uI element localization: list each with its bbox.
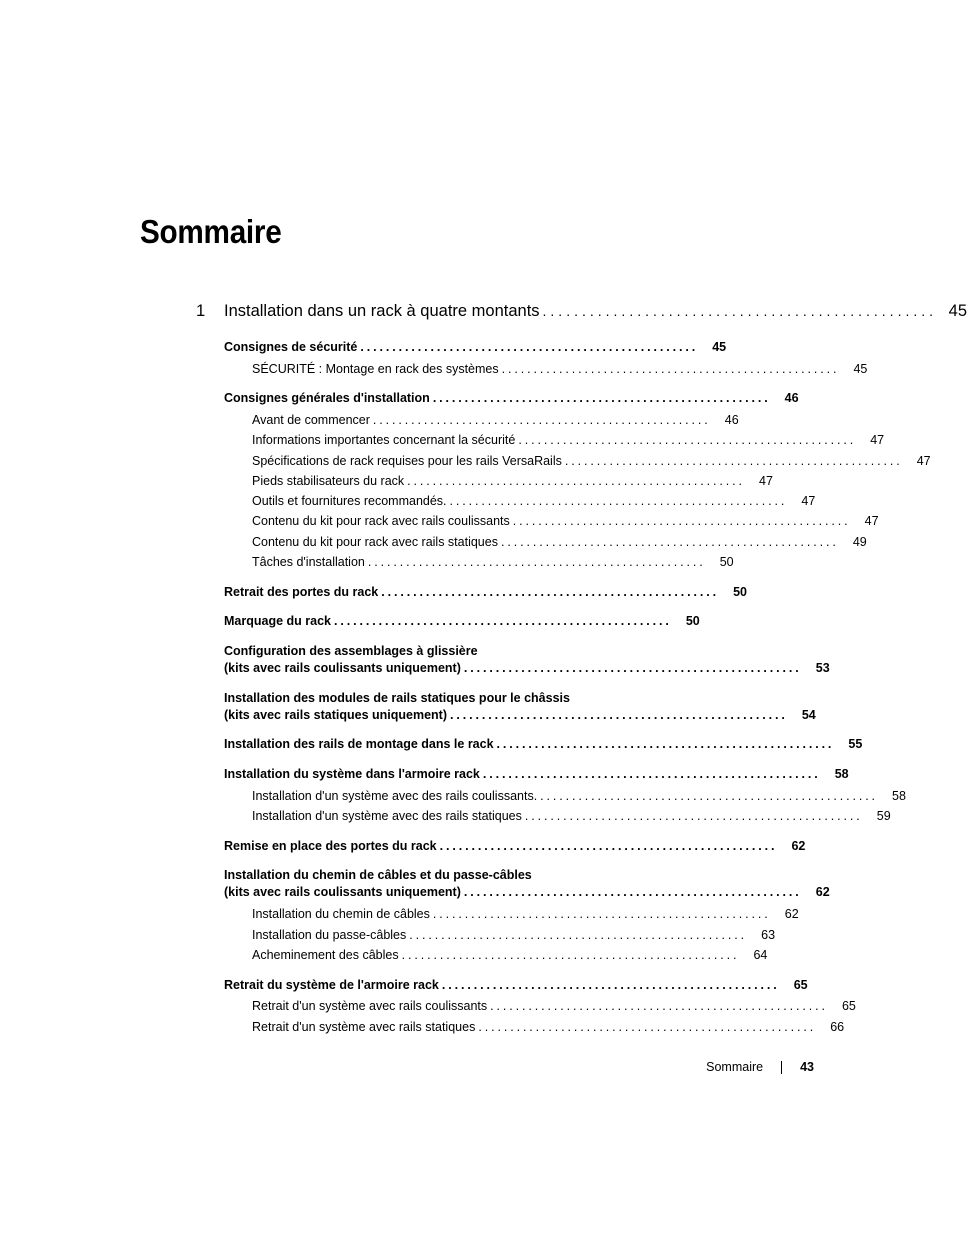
page-footer <box>706 1060 814 1074</box>
dot-leader: ..................................................... <box>441 978 780 992</box>
toc-page-number: 50 <box>733 585 747 599</box>
dot-leader: ..................................................... <box>496 737 835 751</box>
toc-entry-title: Avant de commencer <box>252 413 370 427</box>
dot-leader: ..................................................... <box>490 999 828 1013</box>
toc-section-entry[interactable] <box>224 389 799 407</box>
toc-section-entry[interactable] <box>224 583 747 601</box>
dot-leader: ..................................................... <box>482 767 821 781</box>
toc-section-entry[interactable] <box>224 659 830 677</box>
dot-leader: ..................................................... <box>360 340 699 354</box>
toc-entry-title: Installation des rails de montage dans le rack <box>224 737 494 751</box>
toc-subsection-entry[interactable] <box>252 997 856 1015</box>
toc-subsection-entry[interactable] <box>252 787 906 805</box>
toc-page-number: 46 <box>784 391 799 405</box>
toc-subsection-entry[interactable] <box>252 411 739 429</box>
toc-subsection-entry[interactable] <box>252 553 734 571</box>
toc-entry-title: Installation d'un système avec des rails statiques <box>252 809 522 823</box>
toc-entry-title: Installation d'un système avec des rails coulissants. <box>252 789 538 803</box>
dot-leader: ..................................................... <box>524 809 863 823</box>
toc-page-number: 50 <box>719 555 734 569</box>
toc-subsection-entry[interactable] <box>252 807 891 825</box>
toc-page-number: 47 <box>864 514 879 528</box>
toc-entry-title: Retrait du système de l'armoire rack <box>224 978 439 992</box>
toc-entry-title: SÉCURITÉ : Montage en rack des systèmes <box>252 362 499 376</box>
toc-entry-title-line1: Installation du chemin de câbles et du passe-câbles <box>224 868 532 882</box>
toc-page-number: 62 <box>784 907 799 921</box>
dot-leader: ..................................................... <box>439 839 778 853</box>
dot-leader: ..................................................... <box>432 391 771 405</box>
toc-entry-title: Consignes générales d'installation <box>224 391 430 405</box>
toc-page-number: 65 <box>841 999 856 1013</box>
page-title: Sommaire <box>140 213 282 250</box>
toc-entry-title: Spécifications de rack requises pour les rails VersaRails <box>252 454 562 468</box>
toc-page-number: 46 <box>724 413 739 427</box>
toc-entry-line1 <box>224 689 685 707</box>
toc-page-number: 62 <box>791 839 806 853</box>
toc-page-number: 55 <box>848 737 863 751</box>
toc-entry-title: Retrait des portes du rack <box>224 585 379 599</box>
dot-leader: ..................................................... <box>518 433 857 447</box>
toc-page-number: 47 <box>759 474 773 488</box>
toc-subsection-entry[interactable] <box>252 492 816 510</box>
toc-section-entry[interactable] <box>224 706 816 724</box>
dot-leader: ..................................................... <box>463 885 802 899</box>
toc-subsection-entry[interactable] <box>252 926 776 944</box>
toc-entry-title: Marquage du rack <box>224 614 331 628</box>
toc-page-number: 47 <box>916 454 931 468</box>
toc-subsection-entry[interactable] <box>252 946 768 964</box>
toc-section-entry[interactable] <box>224 612 700 630</box>
dot-leader: ..................................................... <box>463 661 802 675</box>
toc-subsection-entry[interactable] <box>252 905 799 923</box>
dot-leader: ..................................................... <box>540 789 878 803</box>
toc-entry-title: Installation du chemin de câbles <box>252 907 430 921</box>
toc-page-number: 58 <box>892 789 906 803</box>
toc-section-entry[interactable] <box>224 735 863 753</box>
toc-entry-title: Outils et fournitures recommandés. <box>252 494 447 508</box>
chapter-page-number: 45 <box>948 302 967 320</box>
toc-entry-line1 <box>224 866 685 884</box>
dot-leader: ..................................................... <box>564 454 903 468</box>
toc-page-number: 53 <box>815 661 830 675</box>
toc-subsection-entry[interactable] <box>252 360 868 378</box>
toc-entry-title: Installation du passe-câbles <box>252 928 407 942</box>
toc-section-entry[interactable] <box>224 976 808 994</box>
dot-leader: ..................................................... <box>407 474 745 488</box>
toc-entry-title: Informations importantes concernant la sécurité <box>252 433 516 447</box>
dot-leader: ..................................................... <box>500 535 839 549</box>
toc-page-number: 65 <box>793 978 808 992</box>
dot-leader: ..................................................... <box>401 948 740 962</box>
toc-page-number: 50 <box>685 614 700 628</box>
toc-page-number: 47 <box>801 494 816 508</box>
toc-entry-title: Contenu du kit pour rack avec rails coulissants <box>252 514 510 528</box>
toc-page-number: 58 <box>834 767 849 781</box>
footer-label: Sommaire <box>706 1060 764 1074</box>
toc-page-number: 49 <box>852 535 867 549</box>
toc-entry-title: (kits avec rails coulissants uniquement) <box>224 885 461 899</box>
toc-entry-title: Retrait d'un système avec rails statiques <box>252 1020 476 1034</box>
dot-leader: ..................................................... <box>372 413 711 427</box>
toc-entry-title: Retrait d'un système avec rails coulissants <box>252 999 488 1013</box>
toc-entry-title: Tâches d'installation <box>252 555 365 569</box>
toc-section-entry[interactable] <box>224 837 806 855</box>
toc-subsection-entry[interactable] <box>252 1018 845 1036</box>
toc-chapter-entry[interactable] <box>196 302 967 326</box>
toc-page-number: 47 <box>870 433 885 447</box>
toc-entry-title: (kits avec rails coulissants uniquement) <box>224 661 461 675</box>
toc-section-entry[interactable] <box>224 765 849 783</box>
toc-entry-title: Remise en place des portes du rack <box>224 839 437 853</box>
dot-leader: ..................................................... <box>478 1020 817 1034</box>
toc-entry-title: (kits avec rails statiques uniquement) <box>224 708 447 722</box>
toc-subsection-entry[interactable] <box>252 533 867 551</box>
toc-page-number: 54 <box>801 708 816 722</box>
dot-leader: ..................................................... <box>409 928 748 942</box>
toc-entry-title: Pieds stabilisateurs du rack <box>252 474 405 488</box>
toc-page-number: 64 <box>753 948 768 962</box>
dot-leader: ..................................................... <box>432 907 771 921</box>
toc-entry-title-line1: Configuration des assemblages à glissière <box>224 644 478 658</box>
toc-entry-title: Installation du système dans l'armoire rack <box>224 767 480 781</box>
dot-leader: ..................................................... <box>381 585 719 599</box>
dot-leader: ..................................................... <box>449 494 788 508</box>
dot-leader: .................................................. <box>542 303 938 319</box>
toc-section-entry[interactable] <box>224 338 727 356</box>
footer-page-number: 43 <box>800 1060 814 1074</box>
toc-entry-title: Acheminement des câbles <box>252 948 399 962</box>
toc-subsection-entry[interactable] <box>252 452 931 470</box>
toc-entry-title: Contenu du kit pour rack avec rails statiques <box>252 535 498 549</box>
dot-leader: ..................................................... <box>367 555 706 569</box>
footer-divider <box>781 1061 782 1074</box>
chapter-number: 1 <box>196 302 206 320</box>
toc-subsection-entry[interactable] <box>252 512 879 530</box>
toc-subsection-entry[interactable] <box>252 431 885 449</box>
toc-page-number: 63 <box>761 928 776 942</box>
toc-section-entry[interactable] <box>224 883 830 901</box>
toc-page-number: 45 <box>712 340 727 354</box>
toc-entry-title: Consignes de sécurité <box>224 340 358 354</box>
toc-page-number: 62 <box>815 885 830 899</box>
toc-subsection-entry[interactable] <box>252 472 773 490</box>
chapter-title: Installation dans un rack à quatre montants <box>224 302 540 320</box>
toc-entry-line1 <box>224 642 685 660</box>
dot-leader: ..................................................... <box>450 708 788 722</box>
dot-leader: ..................................................... <box>501 362 840 376</box>
toc-page-number: 66 <box>830 1020 845 1034</box>
dot-leader: ..................................................... <box>333 614 672 628</box>
toc-entry-title-line1: Installation des modules de rails statiques pour le châssis <box>224 691 570 705</box>
toc-page-number: 45 <box>853 362 868 376</box>
toc-page-number: 59 <box>876 809 891 823</box>
dot-leader: ..................................................... <box>512 514 851 528</box>
